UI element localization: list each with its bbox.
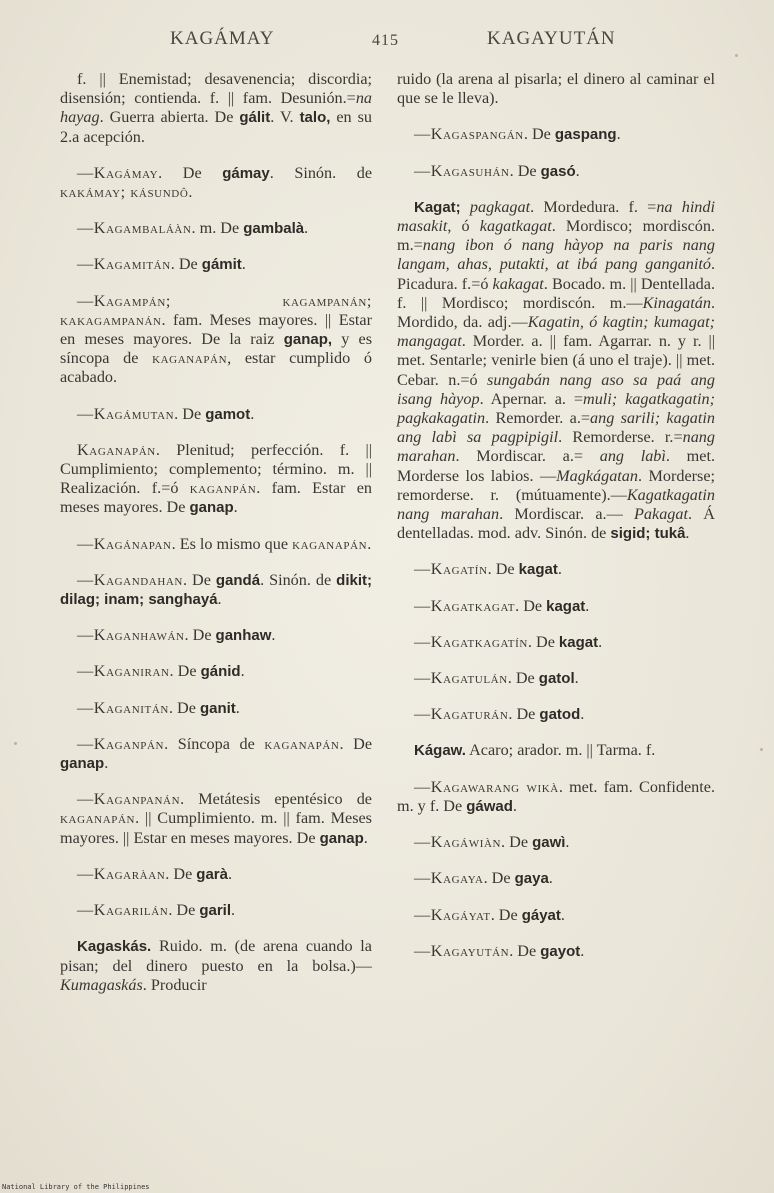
dictionary-entry: [60, 901, 372, 920]
root-word: Kagaskás.: [77, 938, 152, 956]
definition-text: . De: [174, 404, 206, 423]
definition-text: Acaro; arador. m. || Tarma. f.: [465, 741, 656, 760]
headword: kaganapán: [292, 534, 368, 553]
headword: Kaganapán: [77, 440, 156, 459]
dictionary-entry: [397, 906, 715, 925]
headword: —Kaganhawán: [77, 626, 185, 645]
root-word: dikit; dilag; inam; sanghayá: [60, 571, 373, 609]
headword: —Kagayután: [414, 941, 510, 960]
tagalog-example: Kumagaskás: [60, 975, 143, 994]
headword: —Kaganpán: [77, 734, 165, 753]
definition-text: . De: [168, 698, 200, 717]
headword: —Kagáyat: [414, 905, 491, 924]
definition-text: .: [575, 161, 580, 180]
dictionary-entry: [397, 778, 715, 816]
definition-text: . De: [170, 255, 202, 274]
root-word: gaspang: [554, 126, 617, 144]
page-number: 415: [372, 32, 399, 49]
root-word: ganap: [319, 829, 364, 847]
definition-text: .: [104, 754, 109, 773]
paper-speck: [760, 748, 763, 751]
headword: —Kagaspangán: [414, 125, 524, 144]
dictionary-entry: [397, 560, 715, 579]
dictionary-entry: [60, 790, 372, 848]
definition-text: . De: [182, 570, 216, 589]
definition-text: .: [548, 869, 553, 888]
definition-text: ruido (la arena al pisarla; el dinero al caminar el que se le lleva).: [397, 70, 715, 108]
definition-text: .: [560, 905, 565, 924]
definition-text: . De: [527, 632, 559, 651]
dictionary-entry: [397, 833, 715, 852]
definition-text: .: [250, 404, 255, 423]
dictionary-entry: [60, 219, 372, 238]
definition-text: .: [580, 705, 585, 724]
dictionary-entry: [60, 535, 372, 554]
root-word: kagat: [546, 597, 586, 615]
dictionary-entry: [397, 633, 715, 652]
definition-text: . De: [184, 626, 216, 645]
headword: —Kagánapan: [77, 534, 172, 553]
definition-text: . Mordiscar. a.—: [499, 505, 635, 524]
definition-text: . De: [509, 161, 541, 180]
dictionary-entry: [60, 292, 372, 388]
root-word: gatod: [539, 706, 581, 724]
definition-text: .: [231, 901, 236, 920]
definition-text: . De: [508, 705, 540, 724]
root-word: ganhaw: [215, 627, 272, 645]
dictionary-entry: [60, 735, 372, 773]
definition-text: . Mordisco; mordiscón. m.=: [397, 217, 715, 255]
dictionary-entry: [397, 597, 715, 616]
definition-text: .: [580, 941, 585, 960]
definition-text: . De: [509, 941, 541, 960]
headword: —Kagandahan: [77, 570, 183, 589]
left-column: [60, 70, 372, 1012]
definition-text: . Remorderse. r.=: [558, 428, 683, 447]
tagalog-example: Kinagatán: [642, 293, 711, 312]
tagalog-example: ang sarili; kagatin ang labì sa pagpipigil: [397, 409, 715, 447]
header-left-guide-word: KAGÁMAY: [170, 28, 275, 49]
dictionary-entry: [60, 937, 372, 995]
headword: —Kagatulán: [414, 669, 508, 688]
paper-speck: [735, 54, 738, 57]
dictionary-entry: [397, 70, 715, 108]
definition-text: . Bocado. m. || Dentellada. f. || Mordisco; mordiscón. m.—: [397, 274, 715, 312]
library-credit: National Library of the Philippines: [2, 1183, 150, 1191]
definition-text: .: [304, 219, 309, 238]
definition-text: . De: [165, 864, 197, 883]
right-column: [397, 70, 715, 978]
definition-text: . Plenitud; perfección. f. || Cumplimiento; complemento; término. m. || Realización. f.=ó: [60, 440, 372, 498]
headword: —Kagatín: [414, 560, 488, 579]
definition-text: . || Cumplimiento. m. || fam. Meses mayores. || Estar en meses mayores. De: [60, 809, 372, 847]
definition-text: . Es lo mismo que: [171, 534, 293, 553]
headword: —Kagawarang wikà: [414, 777, 559, 796]
root-word: gaya: [514, 870, 549, 888]
dictionary-entry: [397, 669, 715, 688]
dictionary-entry: [60, 662, 372, 681]
page-header: [0, 24, 774, 54]
definition-text: . Mordido, da. adj.—: [397, 293, 715, 332]
definition-text: .: [217, 590, 222, 609]
headword: kaganapán: [60, 809, 136, 828]
headword: —Kagáwiàn: [414, 833, 502, 852]
definition-text: . fam. Meses mayores. || Estar en meses mayores. De la raiz: [60, 310, 372, 349]
dictionary-entry: [60, 255, 372, 274]
headword: —Kaganiran: [77, 662, 170, 681]
root-word: ganap,: [283, 331, 333, 349]
headword: —Kagatkagatín: [414, 632, 528, 651]
root-word: gámay: [222, 164, 270, 182]
definition-text: . Picadura. f.=ó: [397, 255, 715, 293]
headword: kaganapán: [264, 734, 340, 753]
dictionary-entry: [60, 865, 372, 884]
headword: —Kagatkagat: [414, 596, 516, 615]
dictionary-entry: [397, 162, 715, 181]
dictionary-entry: [60, 441, 372, 518]
tagalog-example: Magkágatan: [556, 466, 638, 485]
root-word: ganap: [60, 755, 105, 773]
definition-text: .: [271, 626, 276, 645]
definition-text: [461, 198, 470, 216]
root-word: sigid; tukâ: [610, 525, 686, 543]
headword: kaganpán: [189, 479, 257, 498]
headword: —Kagaya: [414, 869, 484, 888]
dictionary-entry: [60, 699, 372, 718]
root-word: ganit: [199, 699, 236, 717]
definition-text: . Sinón. de: [269, 163, 372, 182]
definition-text: .: [235, 698, 240, 717]
headword: —Kagambaláàn: [77, 219, 192, 238]
root-word: ganap: [189, 499, 234, 517]
definition-text: . V.: [270, 108, 300, 127]
definition-text: .: [227, 864, 233, 883]
headword: —Kagámay: [77, 163, 159, 182]
definition-text: . Síncopa de: [164, 734, 265, 753]
definition-text: , ó: [447, 217, 480, 236]
tagalog-example: nang marahan: [397, 428, 715, 466]
tagalog-example: nang ibon ó nang hàyop na paris nang langam, ahas, putakti, at ibá pang ganganitó: [397, 236, 715, 274]
root-word: gasó: [540, 162, 576, 180]
definition-text: . De: [487, 560, 519, 579]
definition-text: . Sinón. de: [260, 570, 337, 589]
root-word: gayot: [540, 942, 581, 960]
tagalog-example: ang labì: [599, 447, 666, 466]
root-word: gámit: [201, 256, 242, 274]
tagalog-example: pagkagat: [469, 197, 531, 216]
definition-text: .: [557, 560, 562, 579]
definition-text: . met. fam. Confidente. m. y f. De: [397, 777, 715, 815]
root-word: gáyat: [521, 906, 561, 924]
header-right-guide-word: KAGAYUTÁN: [487, 28, 616, 49]
definition-text: . fam. Estar en meses mayores. De: [60, 479, 372, 517]
definition-text: Ruido. m. (de arena cuando la pisan; del dinero puesto en la bolsa.)—: [60, 937, 372, 975]
root-word: gamot: [205, 405, 251, 423]
definition-text: en su 2.a acepción.: [60, 108, 373, 146]
definition-text: f. || Enemistad; desavenencia; discordia; disensión; contienda. f. || fam. Desunión.=: [60, 70, 372, 108]
dictionary-entry: [60, 70, 372, 147]
headword: —Kagamitán: [77, 255, 171, 274]
definition-text: . Mordiscar. a.=: [455, 447, 600, 466]
tagalog-example: kakagat: [492, 274, 544, 293]
root-word: Kagat;: [414, 198, 461, 216]
definition-text: .: [512, 796, 517, 815]
dictionary-entry: [60, 164, 372, 202]
definition-text: . Remorder. a.=: [485, 409, 590, 428]
tagalog-example: na hindi masakit: [397, 197, 715, 236]
root-word: gambalà: [243, 220, 305, 238]
definition-text: .: [240, 662, 245, 681]
headword: —Kagarilán: [77, 901, 169, 920]
definition-text: .: [585, 596, 590, 615]
root-word: gánid: [200, 663, 241, 681]
root-word: Kágaw.: [414, 742, 466, 760]
dictionary-entry: [60, 571, 372, 609]
definition-text: . Mordedura. f. =: [530, 197, 657, 216]
root-word: talo,: [299, 109, 331, 127]
root-word: gandá: [215, 571, 261, 589]
definition-text: , estar cumplido ó acabado.: [60, 349, 373, 387]
definition-text: .: [598, 632, 603, 651]
definition-text: .: [574, 669, 579, 688]
headword: —Kagasuhán: [414, 161, 510, 180]
tagalog-example: muli; kagatkagatin; pagkakagatin: [397, 389, 716, 428]
tagalog-example: sungabán nang aso sa paá ang isang hàyop: [397, 370, 715, 408]
dictionary-entry: [397, 869, 715, 888]
root-word: gálit: [239, 109, 271, 127]
root-word: gáwad: [466, 797, 513, 815]
definition-text: .: [685, 524, 690, 543]
tagalog-example: kagatkagat: [479, 217, 552, 236]
headword: —Kagaturán: [414, 705, 509, 724]
definition-text: . De: [523, 125, 555, 144]
definition-text: y es síncopa de: [60, 330, 372, 368]
definition-text: .: [363, 828, 368, 847]
root-word: gatol: [538, 670, 575, 688]
definition-text: .: [367, 534, 372, 553]
headword: —Kagampán; kagampanán; kakagampanán: [60, 291, 372, 329]
tagalog-example: Kagatkagatin nang marahan: [397, 485, 715, 524]
definition-text: .: [188, 183, 193, 202]
dictionary-entry: [397, 942, 715, 961]
dictionary-entry: [397, 705, 715, 724]
definition-text: . De: [515, 596, 547, 615]
definition-text: . Metátesis epentésico de: [180, 790, 372, 809]
dictionary-entry: [397, 125, 715, 144]
headword: —Kagaràan: [77, 864, 166, 883]
definition-text: .: [233, 498, 238, 517]
definition-text: . Guerra abierta. De: [99, 108, 240, 127]
definition-text: . De: [158, 163, 223, 182]
definition-text: . Morder. a. || fam. Agarrar. n. y r. || met. Sentarle; venirle bien (á uno el traje). || met. Cebar. n.=ó: [397, 332, 715, 389]
tagalog-example: Pakagat: [634, 505, 688, 524]
headword: —Kaganitán: [77, 698, 169, 717]
definition-text: .: [565, 833, 570, 852]
dictionary-entry: [60, 405, 372, 424]
definition-text: . Morderse; remorderse. r. (mútuamente).—: [397, 466, 716, 504]
root-word: garil: [199, 902, 232, 920]
dictionary-entry: [60, 626, 372, 645]
root-word: garà: [196, 865, 228, 883]
definition-text: . De: [507, 669, 539, 688]
definition-text: .: [616, 125, 621, 144]
root-word: gawì: [532, 834, 566, 852]
dictionary-entry: [397, 741, 715, 760]
definition-text: .: [241, 255, 246, 274]
definition-text: . Producir: [142, 975, 207, 994]
definition-text: . m. De: [191, 219, 244, 238]
headword: kakámay; kásundô: [60, 183, 189, 202]
definition-text: . De: [168, 901, 200, 920]
tagalog-example: na hayag: [60, 89, 372, 127]
definition-text: . met. Morderse los labios. —: [397, 447, 715, 485]
definition-text: . Á dentelladas. mod. adv. Sinón. de: [397, 505, 715, 543]
definition-text: . De: [483, 869, 515, 888]
paper-speck: [14, 742, 17, 745]
root-word: kagat: [558, 633, 599, 651]
root-word: kagat: [518, 561, 558, 579]
definition-text: . De: [501, 833, 533, 852]
definition-text: . De: [339, 734, 373, 753]
headword: —Kaganpanán: [77, 790, 181, 809]
dictionary-entry: [397, 198, 715, 544]
headword: —Kagámutan: [77, 404, 175, 423]
tagalog-example: Kagatin, ó kagtin; kumagat; mangagat: [397, 313, 715, 351]
definition-text: . De: [169, 662, 201, 681]
definition-text: . Apernar. a. =: [479, 389, 584, 408]
definition-text: . De: [490, 905, 522, 924]
headword: kaganapán: [152, 349, 228, 368]
